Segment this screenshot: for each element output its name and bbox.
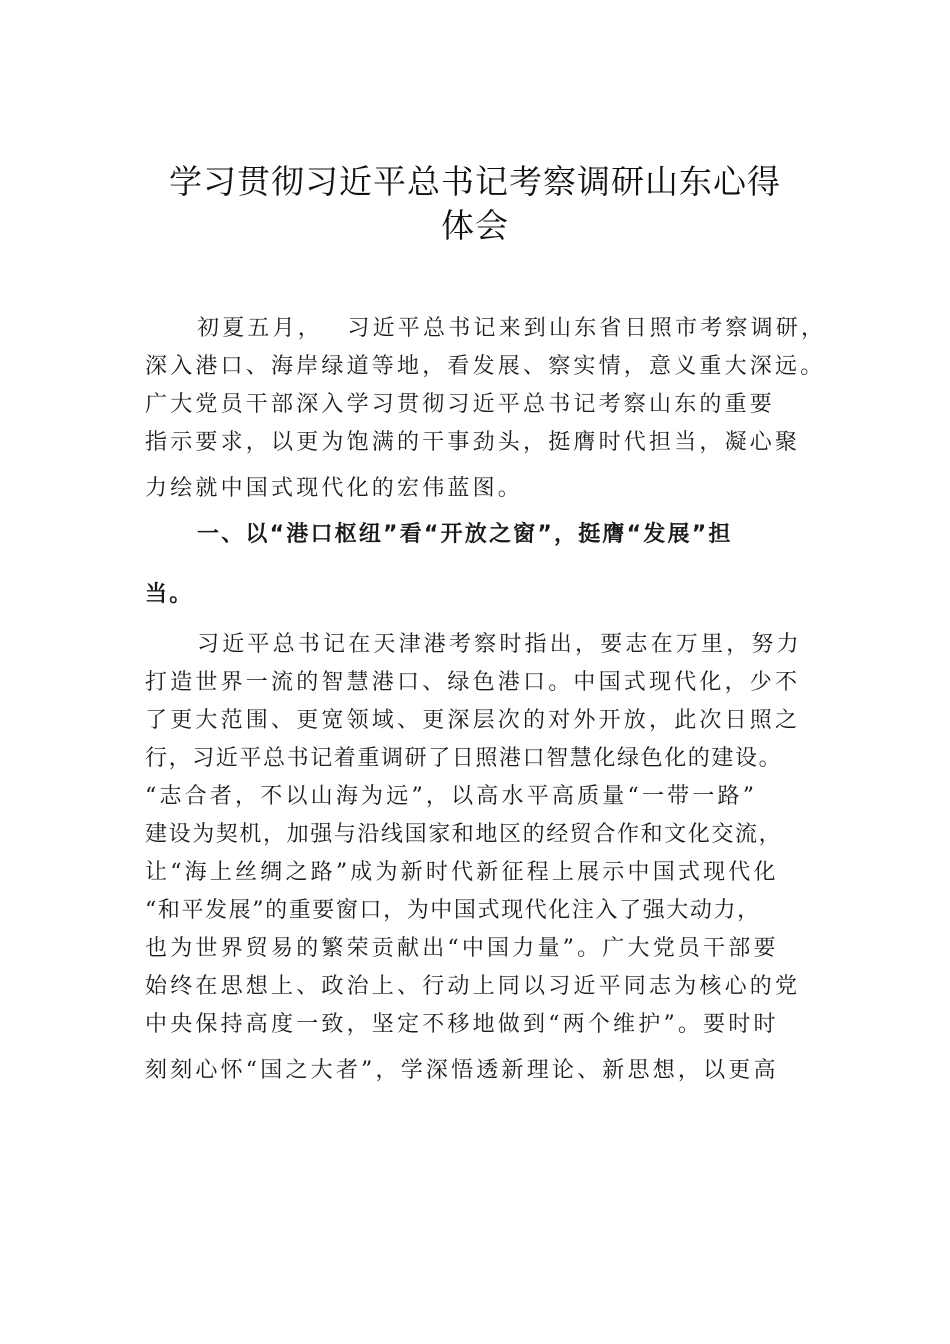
title-line-1: 学习贯彻习近平总书记考察调研山东心得 xyxy=(169,162,781,201)
section1-line-9: 也为世界贸易的繁荣贡献出“中国力量”。广大党员干部要 xyxy=(145,936,779,961)
section1-line-3: 了更大范围、更宽领域、更深层次的对外开放，此次日照之 xyxy=(145,708,801,733)
section1-line-4: 行，习近平总书记着重调研了日照港口智慧化绿色化的建设。 xyxy=(145,746,783,771)
section1-line-10: 始终在思想上、政治上、行动上同以习近平同志为核心的党 xyxy=(145,974,801,999)
intro-line-3: 广大党员干部深入学习贯彻习近平总书记考察山东的重要 xyxy=(145,392,776,417)
section1-line-2: 打造世界一流的智慧港口、绿色港口。中国式现代化，少不 xyxy=(145,670,801,695)
section1-line-12: 刻刻心怀“国之大者”，学深悟透新理论、新思想，以更高 xyxy=(145,1058,779,1083)
title-line-2: 体会 xyxy=(441,206,509,245)
section1-line-1: 习近平总书记在天津港考察时指出，要志在万里，努力 xyxy=(197,632,802,657)
intro-line-4: 指示要求，以更为饱满的干事劲头，挺膺时代担当，凝心聚 xyxy=(145,430,801,455)
intro-line-1: 初夏五月， 习近平总书记来到山东省日照市考察调研， xyxy=(197,316,827,341)
document-body xyxy=(145,310,827,1090)
section1-heading-line-2: 当。 xyxy=(145,582,194,607)
section1-heading-line-1: 一、以“港口枢纽”看“开放之窗”，挺膺“发展”担 xyxy=(197,522,733,547)
section1-line-6: 建设为契机，加强与沿线国家和地区的经贸合作和文化交流， xyxy=(145,822,783,847)
section1-line-5: “志合者，不以山海为远”，以高水平高质量“一带一路” xyxy=(145,784,758,809)
section1-line-11: 中央保持高度一致，坚定不移地做到“两个维护”。要时时 xyxy=(145,1012,779,1037)
intro-line-2: 深入港口、海岸绿道等地，看发展、察实情，意义重大深远。 xyxy=(145,354,826,379)
intro-line-5: 力绘就中国式现代化的宏伟蓝图。 xyxy=(145,476,524,501)
section1-line-7: 让“海上丝绸之路”成为新时代新征程上展示中国式现代化 xyxy=(145,860,779,885)
section1-line-8: “和平发展”的重要窗口，为中国式现代化注入了强大动力， xyxy=(145,898,761,923)
document-title xyxy=(130,160,820,248)
